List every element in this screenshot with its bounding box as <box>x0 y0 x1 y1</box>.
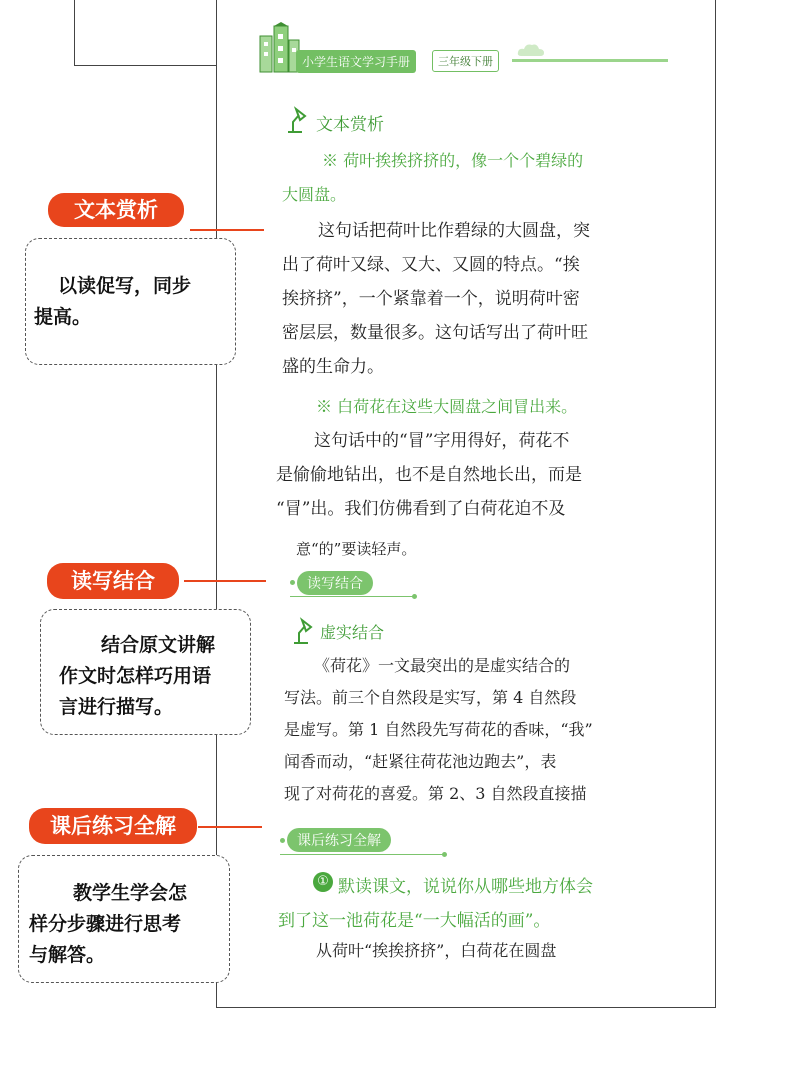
text-line: 这句话把荷叶比作碧绿的大圆盘，突 <box>318 221 590 241</box>
text-line: 是偷偷地钻出，也不是自然地长出，而是 <box>276 465 582 485</box>
pill-dot <box>412 594 417 599</box>
callout-tag-exercise: 课后练习全解 <box>29 808 197 844</box>
answer-line: 从荷叶“挨挨挤挤”，白荷花在圆盘 <box>316 941 557 960</box>
text-line: 《荷花》一文最突出的是虚实结合的 <box>314 656 571 675</box>
reading-tip: 意“的”要读轻声。 <box>296 540 417 558</box>
note-line: 以读促写，同步 <box>58 275 192 297</box>
callout-note-3 <box>18 855 230 983</box>
text-line: 这句话中的“冒”字用得好，荷花不 <box>314 431 570 451</box>
note-line: 教学生学会怎 <box>73 882 188 904</box>
section-heading-real-virtual: 虚实结合 <box>320 623 385 642</box>
callout-tag-text-appreciation: 文本赏析 <box>48 193 184 227</box>
note-line: 样分步骤进行思考 <box>29 913 182 935</box>
note-line: 言进行描写。 <box>59 696 174 718</box>
pill-underline <box>280 854 444 855</box>
text-line: 现了对荷花的喜爱。第 2、3 自然段直接描 <box>284 784 587 803</box>
question-number-icon: ① <box>313 872 333 892</box>
section-pill-exercise: 课后练习全解 <box>287 828 391 852</box>
book-title: 小学生语文学习手册 <box>296 50 416 73</box>
pill-underline <box>290 596 414 597</box>
previous-page-edge <box>74 0 217 66</box>
section-pill-reading-writing: 读写结合 <box>297 571 373 595</box>
quote-1-line-2: 大圆盘。 <box>282 185 347 204</box>
quote-2: ※ 白荷花在这些大圆盘之间冒出来。 <box>316 397 578 416</box>
text-line: 是虚写。第 1 自然段先写荷花的香味，“我” <box>284 720 593 739</box>
note-line: 提高。 <box>34 306 92 328</box>
text-line: 盛的生命力。 <box>282 357 384 377</box>
desk-lamp-icon <box>284 106 308 134</box>
text-line: 密层层，数量很多。这句话写出了荷叶旺 <box>282 323 588 343</box>
grade-label: 三年级下册 <box>432 50 499 72</box>
section-heading-text-appreciation: 文本赏析 <box>316 115 384 135</box>
callout-note-1 <box>25 238 236 365</box>
analysis-paragraph-1 <box>282 214 662 384</box>
pill-dot <box>290 580 295 585</box>
quote-1-line-1: ※ 荷叶挨挨挤挤的，像一个个碧绿的 <box>322 151 584 170</box>
question-line-1: 默读课文，说说你从哪些地方体会 <box>338 877 593 897</box>
text-line: 闻香而动，“赶紧往荷花池边跑去”，表 <box>284 752 557 771</box>
pill-dot <box>442 852 447 857</box>
question-line-2: 到了这一池荷花是“一大幅活的画”。 <box>278 911 551 931</box>
text-line: 出了荷叶又绿、又大、又圆的特点。“挨 <box>282 255 580 275</box>
header-rule <box>512 59 668 62</box>
text-line: 写法。前三个自然段是实写，第 4 自然段 <box>284 688 577 707</box>
note-line: 结合原文讲解 <box>101 634 216 656</box>
writing-paragraph <box>284 650 654 810</box>
text-line: 挨挤挤”，一个紧靠着一个，说明荷叶密 <box>282 289 580 309</box>
callout-note-2 <box>40 609 251 735</box>
callout-connector <box>184 580 266 582</box>
desk-lamp-icon <box>290 617 314 645</box>
callout-connector <box>190 229 264 231</box>
callout-connector <box>198 826 262 828</box>
pill-dot <box>280 838 285 843</box>
cloud-icon <box>516 42 546 58</box>
callout-tag-reading-writing: 读写结合 <box>47 563 179 599</box>
text-line: “冒”出。我们仿佛看到了白荷花迫不及 <box>276 499 566 519</box>
note-line: 作文时怎样巧用语 <box>59 665 212 687</box>
analysis-paragraph-2 <box>276 424 656 526</box>
note-line: 与解答。 <box>29 944 106 966</box>
